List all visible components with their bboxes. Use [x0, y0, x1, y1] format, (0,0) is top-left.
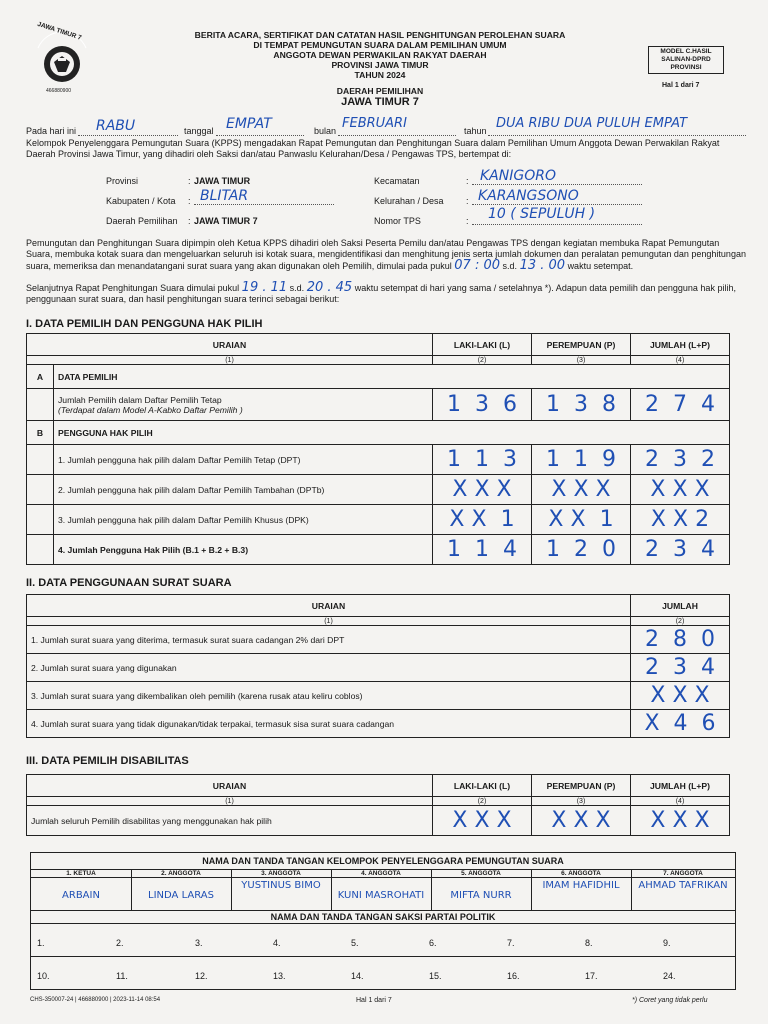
- footer-page: Hal 1 dari 7: [356, 997, 392, 1004]
- provinsi-value: JAWA TIMUR: [194, 176, 251, 186]
- s1-b3-empty: [27, 505, 54, 535]
- saksi-row-2: [31, 956, 735, 990]
- s1-b-title: PENGGUNA HAK PILIH: [54, 421, 730, 445]
- tps-label: Nomor TPS: [374, 216, 421, 226]
- s1-col-laki: LAKI-LAKI (L): [433, 334, 532, 356]
- s1-b4-empty: [27, 535, 54, 565]
- kpps-name-2: LINDA LARAS: [148, 890, 214, 901]
- saksi-title: NAMA DAN TANDA TANGAN SAKSI PARTAI POLITIK: [31, 910, 735, 922]
- saksi-13: 13.: [273, 971, 286, 981]
- paragraph-2-end: waktu setempat di hari yang sama / setelahnya *). Adapun data pemilih dan pengguna hak pilih, penggunaan surat suara, dan hasil penghitungan suara terinci sebagai berikut:: [26, 283, 736, 304]
- saksi-1: 1.: [37, 938, 45, 948]
- provinsi-label: Provinsi: [106, 176, 139, 186]
- saksi-10: 10.: [37, 971, 50, 981]
- s1-a-title: DATA PEMILIH: [54, 365, 730, 389]
- saksi-11: 11.: [116, 971, 128, 981]
- kpps-grid: [31, 869, 735, 909]
- kpps-role-4: 4. ANGGOTA: [331, 870, 431, 878]
- s2-num-2: (2): [631, 617, 730, 626]
- pada-hari-label: Pada hari ini: [26, 126, 77, 136]
- title-line-5: TAHUN 2024: [354, 70, 406, 80]
- s1-a-row-main: Jumlah Pemilih dalam Daftar Pemilih Tetap: [58, 394, 222, 405]
- s2-row4-value: X 4 6: [631, 710, 730, 738]
- kecamatan-value: KANIGORO: [480, 168, 556, 184]
- kpps-title: NAMA DAN TANDA TANGAN KELOMPOK PENYELENGGARA PEMUNGUTAN SUARA: [202, 856, 564, 866]
- time-start: 07 : 00: [454, 258, 501, 273]
- s2-num-1: (1): [27, 617, 631, 626]
- paragraph-1-text: Pemungutan dan Penghitungan Suara dipimpin oleh Ketua KPPS dihadiri oleh Saksi Peserta Pemilu dan/atau Pengawas TPS dengan kegiatan membuka Rapat Pemungutan Suara, membuka kotak suara dan mengeluarkan seluruh isi kotak suara, mengidentifikasi dan menghitung jenis serta jumlah dokumen dan peralatan pemungutan dan penghitungan suara, memeriksa dan menandatangani surat suara yang akan digunakan oleh Pemilih, dimulai pada pukul: [26, 238, 746, 271]
- section3-table: [26, 774, 730, 836]
- sd-2: s.d.: [289, 283, 305, 293]
- s1-a-empty: [27, 389, 54, 421]
- s3-num-3: (3): [532, 797, 631, 806]
- s1-b2-perempuan: X X X: [532, 475, 631, 505]
- page-number: Hal 1 dari 7: [662, 82, 700, 89]
- kpps-name-1: ARBAIN: [62, 890, 100, 901]
- s3-row-label: Jumlah seluruh Pemilih disabilitas yang menggunakan hak pilih: [27, 806, 433, 836]
- kpps-role-3: 3. ANGGOTA: [231, 870, 331, 878]
- dapil-loc-colon: :: [188, 216, 191, 226]
- s1-b4-perempuan: 1 2 0: [532, 535, 631, 565]
- saksi-3: 3.: [195, 938, 203, 948]
- kecamatan-colon: :: [466, 176, 469, 186]
- kpps-role-6: 6. ANGGOTA: [531, 870, 631, 878]
- saksi-16: 16.: [507, 971, 520, 981]
- bulan-value: FEBRUARI: [342, 116, 407, 131]
- saksi-15: 15.: [429, 971, 442, 981]
- s1-b2-laki: X X X: [433, 475, 532, 505]
- document-title: [150, 30, 610, 109]
- kecamatan-label: Kecamatan: [374, 176, 420, 186]
- s1-b2-label: 2. Jumlah pengguna hak pilih dalam Daftar Pemilih Tambahan (DPTb): [54, 475, 433, 505]
- tps-value: 10 ( SEPULUH ): [488, 206, 596, 222]
- s1-a-row-sub: (Terdapat dalam Model A-Kabko Daftar Pemilih ): [58, 404, 243, 415]
- section1-title: I. DATA PEMILIH DAN PENGGUNA HAK PILIH: [26, 318, 263, 330]
- t2-end: 20 . 45: [306, 280, 353, 295]
- footer-code: CHS-350007-24 | 466880900 | 2023-11-14 08:54: [30, 997, 161, 1003]
- dapil-loc-label: Daerah Pemilihan: [106, 216, 178, 226]
- saksi-row-1: [31, 923, 735, 957]
- dapil-title: JAWA TIMUR 7: [341, 96, 419, 108]
- provinsi-colon: :: [188, 176, 191, 186]
- saksi-6: 6.: [429, 938, 437, 948]
- kpps-cell-2: [131, 869, 232, 910]
- s1-b1-perempuan: 1 1 9: [532, 445, 631, 475]
- saksi-4: 4.: [273, 938, 281, 948]
- time-end: 13 . 00: [519, 258, 566, 273]
- logo-code: 466880900: [46, 88, 72, 94]
- saksi-7: 7.: [507, 938, 515, 948]
- title-line-1: BERITA ACARA, SERTIFIKAT DAN CATATAN HASIL PENGHITUNGAN PEROLEHAN SUARA: [194, 30, 566, 40]
- saksi-5: 5.: [351, 938, 359, 948]
- s1-col-uraian: URAIAN: [27, 334, 433, 356]
- intro-line: [26, 118, 746, 138]
- s3-col-jumlah: JUMLAH (L+P): [631, 775, 730, 797]
- kpps-name-7: AHMAD TAFRIKAN: [638, 880, 728, 891]
- saksi-9: 9.: [663, 938, 671, 948]
- model-line-1: MODEL C.HASIL: [660, 48, 712, 55]
- kpps-cell-3: [231, 869, 332, 910]
- s3-jumlah: X X X: [631, 806, 730, 836]
- saksi-17: 17.: [585, 971, 598, 981]
- s1-b1-label: 1. Jumlah pengguna hak pilih dalam Daftar Pemilih Tetap (DPT): [54, 445, 433, 475]
- paragraph-2-start: Selanjutnya Rapat Penghitungan Suara dimulai pukul: [26, 283, 240, 293]
- model-line-3: PROVINSI: [670, 64, 702, 71]
- kelurahan-value: KARANGSONO: [478, 188, 579, 204]
- kabupaten-value: BLITAR: [200, 188, 249, 204]
- tanggal-value: EMPAT: [226, 116, 272, 132]
- dapil-loc-value: JAWA TIMUR 7: [194, 216, 258, 226]
- s2-row3-label: 3. Jumlah surat suara yang dikembalikan oleh pemilih (karena rusak atau keliru coblos): [27, 682, 631, 710]
- section1-table: [26, 333, 730, 565]
- s1-b1-empty: [27, 445, 54, 475]
- hari-value: RABU: [96, 118, 136, 134]
- saksi-8: 8.: [585, 938, 593, 948]
- s1-b3-laki: X X 1: [433, 505, 532, 535]
- s2-row4-label: 4. Jumlah surat suara yang tidak digunakan/tidak terpakai, termasuk sisa surat suara cadangan: [27, 710, 631, 738]
- s1-col-perempuan: PEREMPUAN (P): [532, 334, 631, 356]
- kpps-name-4: KUNI MASROHATI: [337, 890, 425, 901]
- paragraph-2: [26, 282, 746, 305]
- title-line-4: PROVINSI JAWA TIMUR: [331, 60, 429, 70]
- kpps-role-5: 5. ANGGOTA: [431, 870, 531, 878]
- s1-num-3: (3): [532, 356, 631, 365]
- kpps-name-3: YUSTINUS BIMO: [241, 880, 321, 891]
- s3-num-1: (1): [27, 797, 433, 806]
- s2-col-uraian: URAIAN: [27, 595, 631, 617]
- kpps-role-7: 7. ANGGOTA: [631, 870, 735, 878]
- section3-title: III. DATA PEMILIH DISABILITAS: [26, 755, 189, 767]
- tps-colon: :: [466, 216, 469, 226]
- s2-row2-label: 2. Jumlah surat suara yang digunakan: [27, 654, 631, 682]
- s3-col-laki: LAKI-LAKI (L): [433, 775, 532, 797]
- kpps-role-2: 2. ANGGOTA: [131, 870, 231, 878]
- s1-b2-empty: [27, 475, 54, 505]
- s1-b-letter: B: [27, 421, 54, 445]
- saksi-14: 14.: [351, 971, 364, 981]
- footer-note: *) Coret yang tidak perlu: [632, 997, 708, 1004]
- s1-b4-laki: 1 1 4: [433, 535, 532, 565]
- saksi-24: 24.: [663, 971, 676, 981]
- s1-a-perempuan: 1 3 8: [532, 389, 631, 421]
- s2-row1-value: 2 8 0: [631, 626, 730, 654]
- kpps-name-6: IMAM HAFIDHIL: [542, 880, 620, 891]
- s2-row3-value: X X X: [631, 682, 730, 710]
- s1-b3-label: 3. Jumlah pengguna hak pilih dalam Daftar Pemilih Khusus (DPK): [54, 505, 433, 535]
- sd-1: s.d.: [502, 261, 518, 271]
- t2-start: 19 . 11: [241, 280, 288, 295]
- kelurahan-label: Kelurahan / Desa: [374, 196, 444, 206]
- kelurahan-colon: :: [466, 196, 469, 206]
- s2-row2-value: 2 3 4: [631, 654, 730, 682]
- s1-b2-jumlah: X X X: [631, 475, 730, 505]
- section2-table: [26, 594, 730, 738]
- s1-a-laki: 1 3 6: [433, 389, 532, 421]
- kpps-cell-7: [631, 869, 735, 910]
- saksi-2: 2.: [116, 938, 124, 948]
- kabupaten-label: Kabupaten / Kota: [106, 196, 176, 206]
- section2-title: II. DATA PENGGUNAAN SURAT SUARA: [26, 577, 232, 589]
- s2-col-jumlah: JUMLAH: [631, 595, 730, 617]
- s3-laki: X X X: [433, 806, 532, 836]
- tahun-value: DUA RIBU DUA PULUH EMPAT: [496, 116, 688, 131]
- logo-text: JAWA TIMUR 7: [36, 20, 83, 42]
- model-box: [648, 46, 724, 74]
- paragraph-1: [26, 238, 746, 272]
- s1-a-row-label: [54, 389, 433, 421]
- saksi-12: 12.: [195, 971, 208, 981]
- bulan-label: bulan: [314, 126, 337, 136]
- s3-col-uraian: URAIAN: [27, 775, 433, 797]
- title-line-2: DI TEMPAT PEMUNGUTAN SUARA DALAM PEMILIHAN UMUM: [253, 40, 507, 50]
- tahun-label: tahun: [464, 126, 487, 136]
- kpps-cell-6: [531, 869, 632, 910]
- model-line-2: SALINAN-DPRD: [661, 56, 711, 63]
- s1-a-letter: A: [27, 365, 54, 389]
- title-line-3: ANGGOTA DEWAN PERWAKILAN RAKYAT DAERAH: [273, 50, 487, 60]
- kpps-cell-5: [431, 869, 532, 910]
- kpps-cell-4: [331, 869, 432, 910]
- s1-b3-jumlah: X X 2: [631, 505, 730, 535]
- kpps-block: [30, 852, 736, 990]
- intro-text: Kelompok Penyelenggara Pemungutan Suara (KPPS) mengadakan Rapat Pemungutan dan Penghitungan Suara dalam Pemilihan Umum Anggota Dewan Perwakilan Rakyat Daerah Provinsi Jawa Timur, yang dihadiri oleh Saksi dan/atau Panwaslu Kelurahan/Desa / Pengawas TPS, bertempat di:: [26, 138, 720, 159]
- s1-a-jumlah: 2 7 4: [631, 389, 730, 421]
- kpps-role-1: 1. KETUA: [31, 870, 131, 878]
- s1-num-2: (2): [433, 356, 532, 365]
- location-block: [0, 168, 768, 230]
- s1-num-4: (4): [631, 356, 730, 365]
- s2-row1-label: 1. Jumlah surat suara yang diterima, termasuk surat suara cadangan 2% dari DPT: [27, 626, 631, 654]
- s1-b4-jumlah: 2 3 4: [631, 535, 730, 565]
- kpps-cell-1: [31, 869, 132, 910]
- s1-b4-label: 4. Jumlah Pengguna Hak Pilih (B.1 + B.2 + B.3): [54, 535, 433, 565]
- s1-num-1: (1): [27, 356, 433, 365]
- dapil-label: DAERAH PEMILIHAN: [336, 86, 424, 96]
- s3-num-2: (2): [433, 797, 532, 806]
- kpps-name-5: MIFTA NURR: [450, 890, 512, 901]
- kabupaten-colon: :: [188, 196, 191, 206]
- s1-b1-jumlah: 2 3 2: [631, 445, 730, 475]
- waktu-setempat: waktu setempat.: [567, 261, 634, 271]
- s1-col-jumlah: JUMLAH (L+P): [631, 334, 730, 356]
- s3-num-4: (4): [631, 797, 730, 806]
- tanggal-label: tanggal: [184, 126, 214, 136]
- s1-b1-laki: 1 1 3: [433, 445, 532, 475]
- s3-col-perempuan: PEREMPUAN (P): [532, 775, 631, 797]
- s3-perempuan: X X X: [532, 806, 631, 836]
- s1-b3-perempuan: X X 1: [532, 505, 631, 535]
